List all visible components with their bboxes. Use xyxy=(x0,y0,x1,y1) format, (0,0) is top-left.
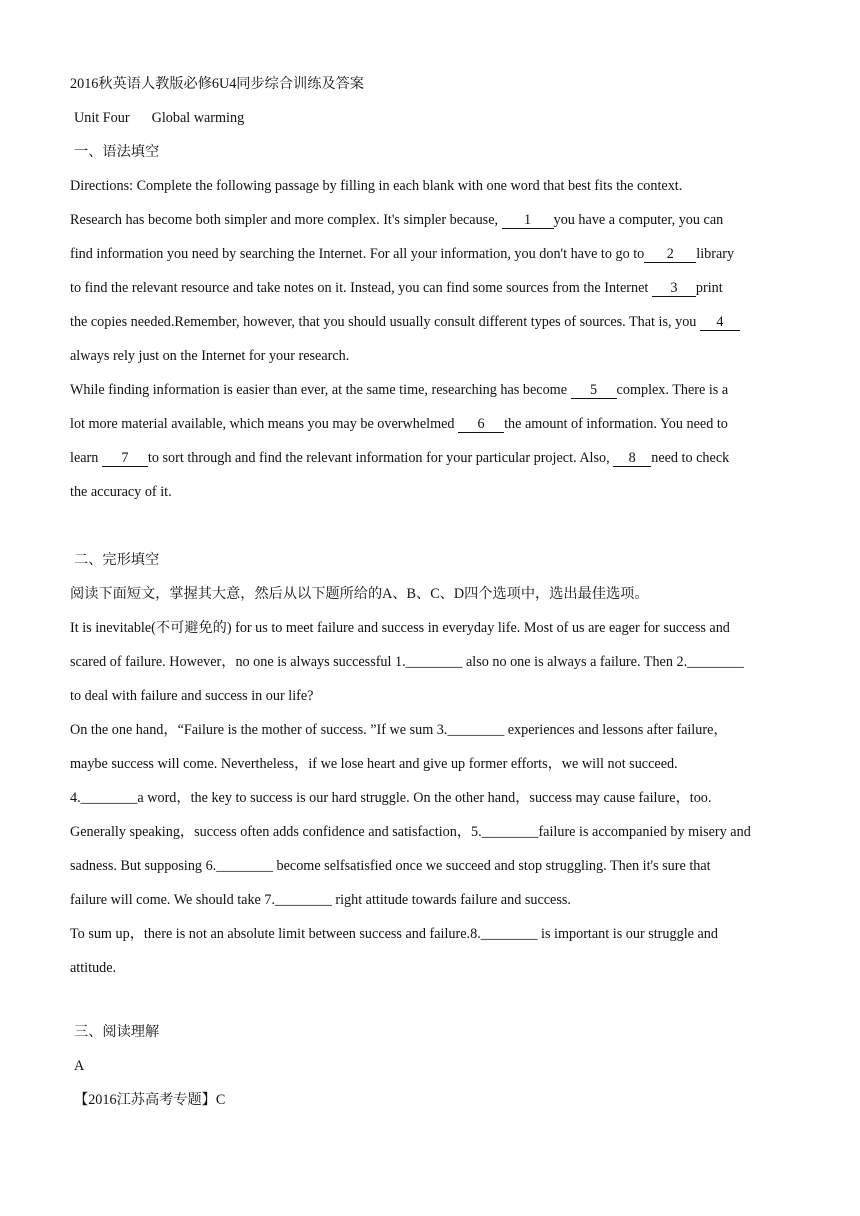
blank-6: 6 xyxy=(458,417,504,433)
passage1-line: the copies needed.Remember, however, that you should usually consult different types of sources. That is, you 4 xyxy=(70,312,740,332)
blank-3: 3 xyxy=(652,281,696,297)
blank-4: 4 xyxy=(700,315,740,331)
blank-7: 7 xyxy=(102,451,148,467)
passage1-line: Research has become both simpler and more complex. It's simpler because, 1 you have a computer, you can xyxy=(70,212,724,228)
section2-heading: 二、完形填空 xyxy=(74,552,160,568)
passage1-line: find information you need by searching the Internet. For all your information, you don't have to go to 2 library xyxy=(70,246,735,262)
blank-8: 8 xyxy=(613,451,651,467)
passage2-line: maybe success will come. Nevertheless，if we lose heart and give up former efforts，we will not succeed. xyxy=(70,756,678,772)
passage2-line: On the one hand，“Failure is the mother of success. ”If we sum 3.________ experiences and lessons after failure， xyxy=(70,722,728,738)
section1-directions: Directions: Complete the following passage by filling in each blank with one word that best fits the context. xyxy=(70,178,683,194)
section1-heading: 一、语法填空 xyxy=(74,144,160,160)
passage1-line: to find the relevant resource and take notes on it. Instead, you can find some sources from the Internet 3 print xyxy=(70,280,723,296)
passage1-line: lot more material available, which means you may be overwhelmed 6 the amount of information. You need to xyxy=(70,416,728,432)
section3-part-label: A xyxy=(74,1058,85,1074)
unit-heading xyxy=(74,108,244,128)
section3-source: 【2016江苏高考专题】C xyxy=(74,1092,226,1108)
blank-2: 2 xyxy=(644,247,696,263)
passage2-line: sadness. But supposing 6.________ become selfsatisfied once we succeed and stop struggling. Then it's sure that xyxy=(70,858,711,874)
blank-1: 1 xyxy=(502,213,554,229)
passage2-line: Generally speaking，success often adds confidence and satisfaction，5.________failure is accompanied by misery and xyxy=(70,824,751,840)
unit-topic: Global warming xyxy=(151,110,245,126)
document-title: 2016秋英语人教版必修6U4同步综合训练及答案 xyxy=(70,76,364,92)
passage1-line: the accuracy of it. xyxy=(70,484,172,500)
section3-heading: 三、阅读理解 xyxy=(74,1024,160,1040)
passage1-line: always rely just on the Internet for your research. xyxy=(70,348,350,364)
passage1-line: learn 7 to sort through and find the relevant information for your particular project. Also, 8 need to check xyxy=(70,450,730,466)
passage2-line: to deal with failure and success in our life? xyxy=(70,688,314,704)
passage2-line: 4.________a word，the key to success is our hard struggle. On the other hand，success may cause failure，too. xyxy=(70,790,712,806)
passage2-line: It is inevitable(不可避免的) for us to meet failure and success in everyday life. Most of us are eager for success and xyxy=(70,620,730,636)
passage2-line: To sum up，there is not an absolute limit between success and failure.8.________ is important is our struggle and xyxy=(70,926,718,942)
section2-instructions: 阅读下面短文，掌握其大意，然后从以下题所给的A、B、C、D四个选项中，选出最佳选项。 xyxy=(70,586,649,602)
unit-label: Unit Four xyxy=(74,110,130,126)
blank-5: 5 xyxy=(571,383,617,399)
passage1-line: While finding information is easier than ever, at the same time, researching has become 5 complex. There is a xyxy=(70,382,729,398)
passage2-line: attitude. xyxy=(70,960,117,976)
passage2-line: failure will come. We should take 7.________ right attitude towards failure and success. xyxy=(70,892,571,908)
passage2-line: scared of failure. However，no one is always successful 1.________ also no one is always a failure. Then 2.________ xyxy=(70,654,744,670)
